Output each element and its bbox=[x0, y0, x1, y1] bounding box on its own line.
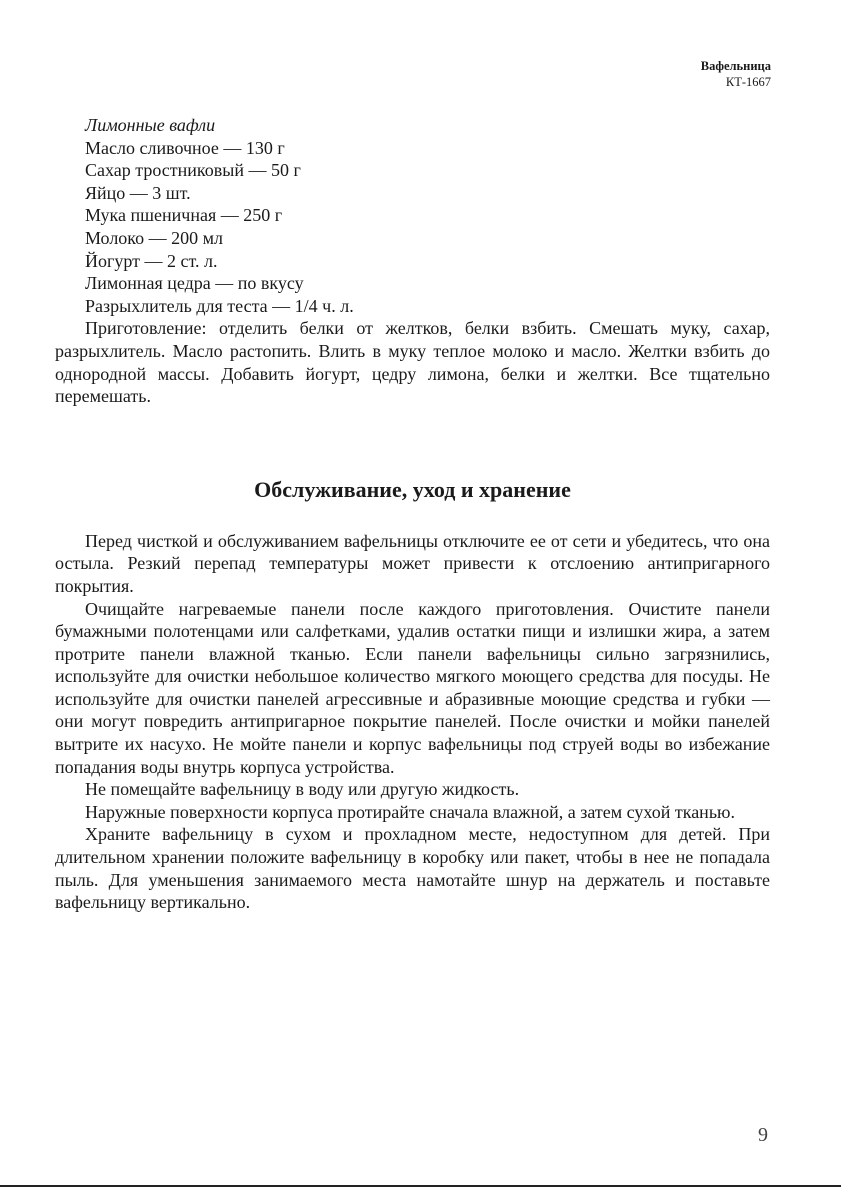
section-paragraph: Храните вафельницу в сухом и прохладном месте, недоступном для детей. При длительном хранении положите вафельницу в коробку или пакет, чтобы в нее не попадала пыль. Для уменьшения занимаемого места намотайте шнур на держатель и поставьте вафельницу вертикально. bbox=[55, 824, 770, 913]
recipe-preparation: Приготовление: отделить белки от желтков, белки взбить. Смешать муку, сахар, разрыхлитель. Масло растопить. Влить в муку теплое молоко и масло. Желтки взбить до однородной массы. Добавить йогурт, цедру лимона, белки и желтки. Все тщательно перемешать. bbox=[55, 318, 770, 407]
bottom-divider bbox=[0, 1185, 841, 1187]
recipe-title: Лимонные вафли bbox=[85, 115, 216, 135]
ingredient-item: Молоко — 200 мл bbox=[85, 227, 224, 248]
page-content bbox=[55, 114, 770, 914]
ingredient-item: Сахар тростниковый — 50 г bbox=[85, 160, 301, 181]
section-paragraph: Наружные поверхности корпуса протирайте сначала влажной, а затем сухой тканью. bbox=[85, 801, 735, 822]
ingredient-item: Яйцо — 3 шт. bbox=[85, 182, 191, 203]
section-paragraph: Очищайте нагреваемые панели после каждого приготовления. Очистите панели бумажными полотенцами или салфетками, удалив остатки пищи и излишки жира, а затем протрите панели влажной тканью. Если панели вафельницы сильно загрязнились, используйте для очистки небольшое количество мягкого моющего средства для посуды. Не используйте для очистки панелей агрессивные и абразивные моющие средства и губки — они могут повредить антипригарное покрытие панелей. После очистки и мойки панелей вытрите их насухо. Не мойте панели и корпус вафельницы под струей воды во избежание попадания воды внутрь корпуса устройства. bbox=[55, 598, 770, 777]
section-title: Обслуживание, уход и хранение bbox=[254, 476, 571, 502]
model-number: КТ-1667 bbox=[725, 75, 771, 89]
ingredient-item: Разрыхлитель для теста — 1/4 ч. л. bbox=[85, 295, 354, 316]
ingredient-item: Мука пшеничная — 250 г bbox=[85, 205, 283, 226]
running-header bbox=[701, 58, 771, 90]
ingredient-list bbox=[55, 137, 770, 318]
ingredient-item: Йогурт — 2 ст. л. bbox=[85, 250, 218, 271]
product-name: Вафельница bbox=[700, 59, 771, 73]
page-number: 9 bbox=[758, 1124, 768, 1146]
ingredient-item: Масло сливочное — 130 г bbox=[85, 137, 285, 158]
section-paragraph: Перед чисткой и обслуживанием вафельницы отключите ее от сети и убедитесь, что она остыла. Резкий перепад температуры может привести к отслоению антипригарного покрытия. bbox=[55, 530, 770, 596]
section-paragraph: Не помещайте вафельницу в воду или другую жидкость. bbox=[85, 779, 520, 800]
ingredient-item: Лимонная цедра — по вкусу bbox=[85, 273, 304, 294]
